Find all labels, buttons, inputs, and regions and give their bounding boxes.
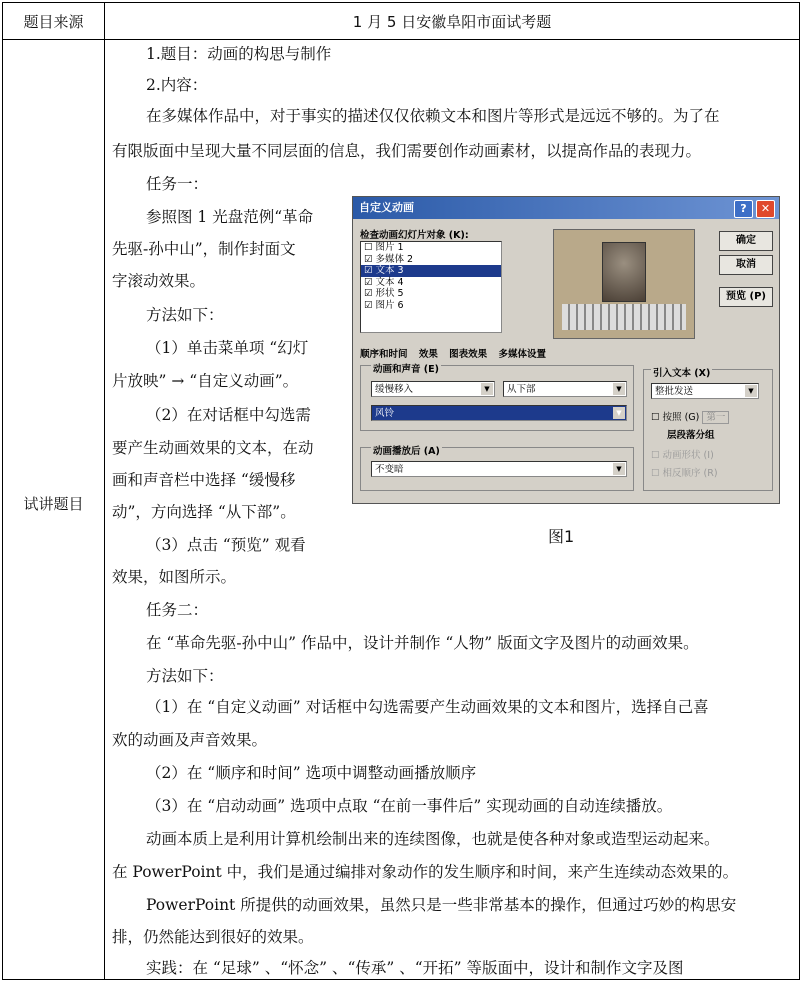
- text-line: 在 “革命先驱-孙中山” 作品中，设计并制作 “人物” 版面文字及图片的动画效果。: [146, 634, 699, 652]
- list-item: ☑ 形状 5: [364, 288, 404, 299]
- list-item: ☑ 文本 3: [361, 265, 501, 277]
- reverse-order-checkbox: ☐ 相反顺序 (R): [651, 468, 718, 479]
- text-line: 2.内容：: [146, 76, 208, 94]
- chevron-down-icon: ▼: [481, 383, 493, 395]
- text-line: 动画本质上是利用计算机绘制出来的连续图像，也就是使各种对象或造型运动起来。: [146, 830, 720, 848]
- animate-shape-checkbox: ☐ 动画形状 (I): [651, 450, 714, 461]
- group-by-value: 第一: [702, 411, 729, 424]
- anim-value: 缓慢移入: [375, 384, 414, 395]
- preview-button: 预览 (P): [719, 287, 773, 307]
- text-line: 参照图 1 光盘范例“革命: [146, 208, 314, 226]
- tab-effect: 效果: [418, 349, 438, 360]
- figure-caption: 图1: [548, 527, 575, 546]
- after-select: [371, 461, 627, 477]
- text-line: （1）单击菜单项 “幻灯: [146, 339, 309, 357]
- object-list: [360, 241, 502, 333]
- intro-value: 整批发送: [655, 386, 694, 397]
- list-item: ☐ 图片 1: [364, 242, 404, 253]
- side-label: 试讲题目: [23, 495, 84, 513]
- tab-media: 多媒体设置: [498, 349, 546, 360]
- text-line: 1.题目：动画的构思与制作: [146, 45, 332, 63]
- text-line: 动”，方向选择 “从下部”。: [112, 503, 296, 521]
- tab-bar: [360, 346, 554, 360]
- text-line: （2）在 “顺序和时间” 选项中调整动画播放顺序: [146, 764, 477, 782]
- paragraph-group-label: 层段落分组: [667, 430, 715, 441]
- text-line: 任务一：: [146, 175, 209, 193]
- group-by-checkbox: ☐ 按照 (G) 第一: [651, 409, 729, 423]
- intro-label: 引入文本 (X): [651, 365, 712, 379]
- text-line: 方法如下：: [146, 306, 224, 324]
- intro-select: [651, 383, 759, 399]
- dialog-title: 自定义动画: [353, 197, 779, 219]
- sound-select: [371, 405, 627, 421]
- text-line: （2）在对话框中勾选需: [146, 406, 311, 424]
- text-line: 任务二：: [146, 601, 209, 619]
- chevron-down-icon: ▼: [613, 463, 625, 475]
- list-item: ☑ 多媒体 2: [364, 253, 414, 265]
- chevron-down-icon: ▼: [613, 383, 625, 395]
- text-line: 要产生动画效果的文本，在动: [112, 439, 314, 457]
- chevron-down-icon: ▼: [745, 385, 757, 397]
- preview-image: [553, 229, 695, 339]
- text-line: 在 PowerPoint 中，我们是通过编排对象动作的发生顺序和时间，来产生连续动态效果的。: [112, 863, 739, 881]
- after-value: 不变暗: [375, 464, 404, 475]
- list-item: ☑ 文本 4: [364, 276, 404, 288]
- text-line: 排，仍然能达到很好的效果。: [112, 928, 314, 946]
- text-line: 效果，如图所示。: [112, 568, 237, 586]
- text-line: 在多媒体作品中，对于事实的描述仅仅依赖文本和图片等形式是远远不够的。为了在: [146, 107, 720, 125]
- text-line: （1）在 “自定义动画” 对话框中勾选需要产生动画效果的文本和图片，选择自己喜: [146, 698, 709, 716]
- text-line: 先驱-孙中山”，制作封面文: [112, 240, 296, 258]
- header-value: 1 月 5 日安徽阜阳市面试考题: [352, 12, 552, 31]
- text-line: 欢的动画及声音效果。: [112, 731, 268, 749]
- text-line: 实践：在 “足球” 、“怀念” 、“传承” 、“开拓” 等版面中，设计和制作文字及图: [146, 959, 684, 977]
- building-image: [562, 304, 686, 330]
- chevron-down-icon: ▼: [613, 407, 625, 419]
- column-divider: [104, 3, 105, 979]
- after-label: 动画播放后 (A): [371, 443, 442, 457]
- group-by-label: 按照 (G): [662, 412, 700, 423]
- anim-select: [371, 381, 495, 397]
- text-line: 方法如下：: [146, 667, 224, 685]
- direction-select: [503, 381, 627, 397]
- sound-value: 风铃: [375, 408, 395, 419]
- text-line: 画和声音栏中选择 “缓慢移: [112, 471, 296, 489]
- text-line: （3）在 “启动动画” 选项中点取 “在前一事件后” 实现动画的自动连续播放。: [146, 797, 673, 815]
- portrait-image: [602, 242, 646, 302]
- tab-chart: 图表效果: [449, 349, 488, 360]
- list-label: 检查动画幻灯片对象 (K):: [360, 230, 469, 241]
- text-line: PowerPoint 所提供的动画效果，虽然只是一些非常基本的操作，但通过巧妙的构思安: [146, 896, 737, 914]
- figure-dialog-screenshot: [352, 196, 780, 504]
- tab-order: 顺序和时间: [360, 349, 408, 360]
- help-icon: ?: [734, 200, 753, 218]
- header-label: 题目来源: [23, 12, 84, 31]
- cancel-button: 取消: [719, 255, 773, 275]
- close-icon: ✕: [756, 200, 775, 218]
- direction-value: 从下部: [507, 384, 536, 395]
- text-line: （3）点击 “预览” 观看: [146, 536, 306, 554]
- text-line: 字滚动效果。: [112, 272, 206, 290]
- ok-button: 确定: [719, 231, 773, 251]
- text-line: 有限版面中呈现大量不同层面的信息，我们需要创作动画素材，以提高作品的表现力。: [112, 142, 702, 160]
- list-item: ☑ 图片 6: [364, 299, 404, 311]
- text-line: 片放映” → “自定义动画”。: [112, 372, 299, 390]
- anim-label: 动画和声音 (E): [371, 361, 441, 375]
